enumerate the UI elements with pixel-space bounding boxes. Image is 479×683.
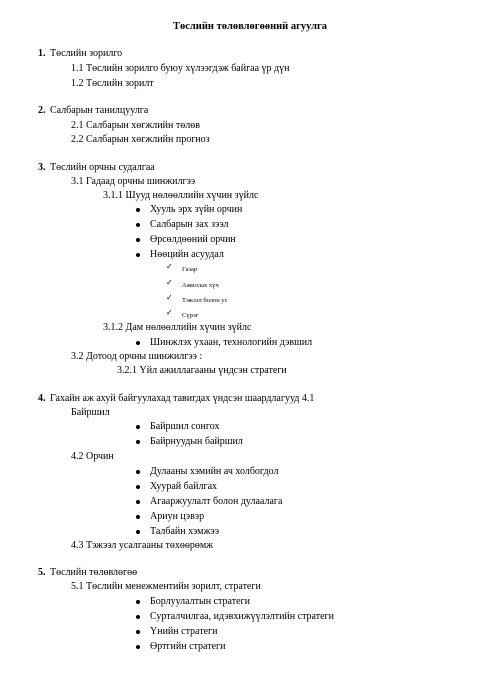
- bullet-icon: [136, 515, 140, 519]
- list-item: Өртгийн стратеги: [150, 641, 226, 652]
- bullet-icon: [136, 253, 140, 257]
- list-item: Байршил сонгох: [150, 421, 220, 432]
- list-item: Салбарын зах зээл: [150, 219, 229, 230]
- section-4-heading: Гахайн аж ахуй байгуулахад тавигдах үндсэн шаардлагууд 4.1: [50, 393, 315, 404]
- checkmark-icon: ✓: [166, 308, 173, 317]
- list-item: Агааржуулалт болон дулаалага: [150, 496, 283, 507]
- checkmark-icon: ✓: [166, 262, 173, 271]
- subsubsection-heading: 3.2.1 Үйл ажиллагааны үндсэн стратеги: [117, 365, 287, 376]
- bullet-icon: [136, 223, 140, 227]
- subsection-heading: 3.2 Дотоод орчны шинжилгээ :: [71, 351, 203, 362]
- subsection-heading: 4.2 Орчин: [71, 451, 114, 462]
- list-item: Газар: [182, 266, 198, 273]
- section-1-number: 1.: [38, 48, 46, 59]
- section-3-heading: Төслийн орчны судалгаа: [50, 162, 155, 173]
- section-5-heading: Төслийн төлөвлөгөө: [50, 567, 138, 578]
- list-item: Байрнуудын байршил: [150, 436, 243, 447]
- bullet-icon: [136, 600, 140, 604]
- bullet-icon: [136, 645, 140, 649]
- bullet-icon: [136, 425, 140, 429]
- bullet-icon: [136, 630, 140, 634]
- document-title: Төслийн төлөвлөгөөний агуулга: [173, 21, 328, 32]
- list-item: Ариун цэвэр: [150, 511, 205, 522]
- list-item: Шинжлэх ухаан, технологийн дэвшил: [150, 337, 313, 348]
- section-2-number: 2.: [38, 105, 46, 116]
- bullet-icon: [136, 208, 140, 212]
- subsubsection-heading: 3.1.2 Дам нөлөөллийн хүчин зүйлс: [103, 322, 252, 333]
- checkmark-icon: ✓: [166, 293, 173, 302]
- list-item: Хууль эрх зүйн орчин: [150, 204, 243, 215]
- bullet-icon: [136, 440, 140, 444]
- list-item: 2.1 Салбарын хөгжлийн төлөв: [71, 120, 200, 131]
- bullet-icon: [136, 470, 140, 474]
- bullet-icon: [136, 485, 140, 489]
- section-4-number: 4.: [38, 393, 46, 404]
- subsection-heading: 4.3 Тэжээл усалгааны төхөөрөмж: [71, 540, 214, 551]
- list-item: Сурталчилгаа, идэвхижүүлэлтийн стратеги: [150, 611, 334, 622]
- list-item: 1.2 Төслийн зорилт: [71, 78, 154, 89]
- section-4-heading-continuation: Байршил: [71, 407, 110, 418]
- list-item: Хуурай байлгах: [150, 481, 218, 492]
- list-item: Нөөцийн асуудал: [150, 249, 224, 260]
- list-item: Ажиллах хүч: [182, 282, 219, 289]
- section-1-heading: Төслийн зорилго: [50, 48, 123, 59]
- list-item: 1.1 Төслийн зорилго буюу хүлээгдэж байгаа үр дүн: [71, 63, 290, 74]
- bullet-icon: [136, 341, 140, 345]
- list-item: Үнийн стратеги: [150, 626, 218, 637]
- list-item: Өрсөлдөөний орчин: [150, 234, 236, 245]
- section-2-heading: Салбарын танилцуулга: [50, 105, 149, 116]
- bullet-icon: [136, 615, 140, 619]
- bullet-icon: [136, 500, 140, 504]
- list-item: Дулааны хэмийн ач холбогдол: [150, 466, 279, 477]
- checkmark-icon: ✓: [166, 278, 173, 287]
- bullet-icon: [136, 238, 140, 242]
- list-item: Тэжээл болон ус: [182, 297, 228, 304]
- section-5-number: 5.: [38, 567, 46, 578]
- list-item: Талбайн хэмжээ: [150, 526, 219, 537]
- section-3-number: 3.: [38, 162, 46, 173]
- bullet-icon: [136, 530, 140, 534]
- subsection-heading: 5.1 Төслийн менежментийн зорилт, стратеги: [71, 581, 261, 592]
- list-item: 2.2 Салбарын хөгжлийн прогноз: [71, 134, 210, 145]
- list-item: Сүрэг: [182, 312, 199, 319]
- list-item: Борлуулалтын стратеги: [150, 596, 250, 607]
- subsubsection-heading: 3.1.1 Шууд нөлөөллийн хүчин зүйлс: [103, 190, 259, 201]
- subsection-heading: 3.1 Гадаад орчны шинжилгээ: [71, 176, 196, 187]
